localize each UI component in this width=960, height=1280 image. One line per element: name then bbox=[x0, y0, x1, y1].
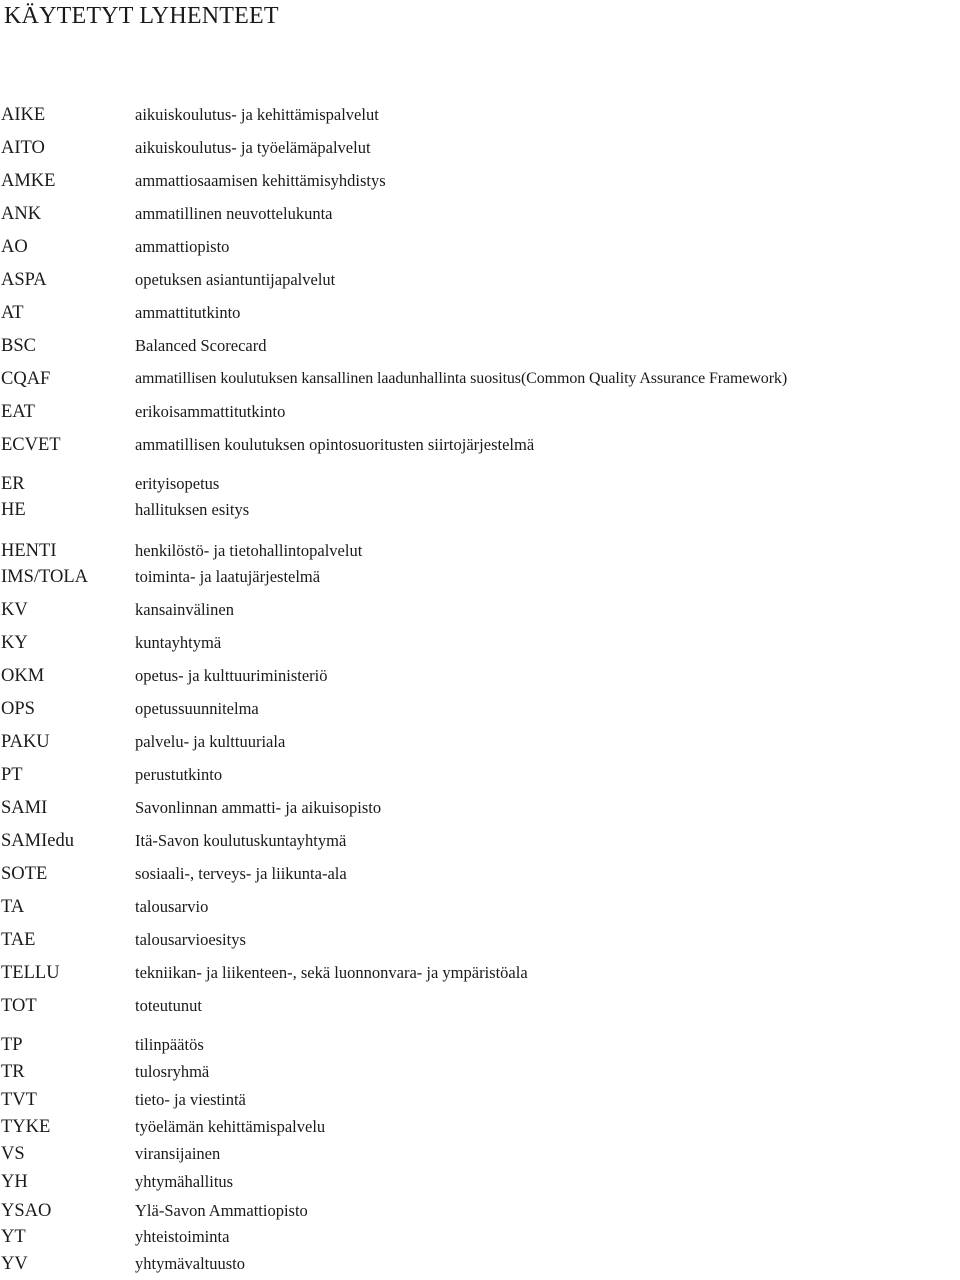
abbreviation-row bbox=[0, 400, 960, 424]
abbreviation: IMS/TOLA bbox=[1, 567, 89, 587]
abbreviation: HE bbox=[1, 500, 26, 520]
abbreviation: TA bbox=[1, 897, 25, 917]
abbreviation-row bbox=[0, 1252, 960, 1276]
abbreviation-row bbox=[0, 498, 960, 522]
abbreviation-row bbox=[0, 664, 960, 688]
abbreviation: VS bbox=[1, 1144, 25, 1164]
abbreviation: SAMI bbox=[1, 798, 48, 818]
abbreviation: YH bbox=[1, 1172, 28, 1192]
abbreviation: PAKU bbox=[1, 732, 50, 752]
abbreviation: HENTI bbox=[1, 541, 57, 561]
abbreviation: ANK bbox=[1, 204, 42, 224]
abbreviation-row bbox=[0, 1199, 960, 1223]
abbreviation: KV bbox=[1, 600, 28, 620]
abbreviation-definition: toiminta- ja laatujärjestelmä bbox=[135, 567, 321, 586]
abbreviation-row bbox=[0, 961, 960, 985]
abbreviation-definition: aikuiskoulutus- ja kehittämispalvelut bbox=[135, 105, 379, 124]
abbreviation-definition: tekniikan- ja liikenteen-, sekä luonnonvara- ja ympäristöala bbox=[135, 963, 528, 982]
abbreviation-row bbox=[0, 1142, 960, 1166]
abbreviation-row bbox=[0, 472, 960, 496]
abbreviation: OPS bbox=[1, 699, 35, 719]
abbreviation-definition: Balanced Scorecard bbox=[135, 336, 267, 355]
abbreviation: AT bbox=[1, 303, 24, 323]
abbreviation: AITO bbox=[1, 138, 45, 158]
abbreviation-row bbox=[0, 895, 960, 919]
abbreviation-row bbox=[0, 1170, 960, 1194]
abbreviation-definition: erityisopetus bbox=[135, 474, 220, 493]
abbreviation: PT bbox=[1, 765, 23, 785]
abbreviation-definition: hallituksen esitys bbox=[135, 500, 250, 519]
abbreviation-row bbox=[0, 539, 960, 563]
abbreviation-row bbox=[0, 763, 960, 787]
abbreviation-definition: sosiaali-, terveys- ja liikunta-ala bbox=[135, 864, 347, 883]
abbreviation-row bbox=[0, 1033, 960, 1057]
abbreviation: TOT bbox=[1, 996, 37, 1016]
abbreviation-row bbox=[0, 598, 960, 622]
abbreviation-definition: ammattiopisto bbox=[135, 237, 230, 256]
abbreviation: SOTE bbox=[1, 864, 48, 884]
abbreviation-definition: tulosryhmä bbox=[135, 1062, 210, 1081]
abbreviation-row bbox=[0, 268, 960, 292]
abbreviation: TYKE bbox=[1, 1117, 51, 1137]
abbreviation: ECVET bbox=[1, 435, 61, 455]
abbreviation-definition: Itä-Savon koulutuskuntayhtymä bbox=[135, 831, 347, 850]
abbreviation-row bbox=[0, 235, 960, 259]
abbreviation: YV bbox=[1, 1254, 28, 1274]
abbreviation-row bbox=[0, 103, 960, 127]
abbreviation-definition: tieto- ja viestintä bbox=[135, 1090, 246, 1109]
abbreviation-definition: erikoisammattitutkinto bbox=[135, 402, 286, 421]
abbreviation: ASPA bbox=[1, 270, 47, 290]
abbreviation-definition: yhteistoiminta bbox=[135, 1227, 230, 1246]
abbreviation-definition: viransijainen bbox=[135, 1144, 221, 1163]
abbreviation: CQAF bbox=[1, 369, 51, 389]
page-title: KÄYTETYT LYHENTEET bbox=[4, 3, 279, 29]
abbreviation-definition: ammatillisen koulutuksen kansallinen laadunhallinta suositus(Common Quality Assurance Framework) bbox=[135, 370, 788, 387]
abbreviation-row bbox=[0, 697, 960, 721]
abbreviation: YSAO bbox=[1, 1201, 52, 1221]
abbreviation-definition: talousarvio bbox=[135, 897, 209, 916]
abbreviation-definition: kansainvälinen bbox=[135, 600, 234, 619]
abbreviation-row bbox=[0, 1115, 960, 1139]
abbreviation: TELLU bbox=[1, 963, 60, 983]
abbreviation: OKM bbox=[1, 666, 45, 686]
abbreviation-row bbox=[0, 1088, 960, 1112]
abbreviation-row bbox=[0, 301, 960, 325]
abbreviation-row bbox=[0, 136, 960, 160]
abbreviation-row bbox=[0, 928, 960, 952]
abbreviation-row bbox=[0, 1060, 960, 1084]
abbreviation-definition: ammatillisen koulutuksen opintosuoritusten siirtojärjestelmä bbox=[135, 435, 535, 454]
abbreviation-definition: opetus- ja kulttuuriministeriö bbox=[135, 666, 328, 685]
abbreviation-row bbox=[0, 862, 960, 886]
abbreviation: TVT bbox=[1, 1090, 37, 1110]
abbreviation-definition: aikuiskoulutus- ja työelämäpalvelut bbox=[135, 138, 371, 157]
abbreviation-definition: ammatillinen neuvottelukunta bbox=[135, 204, 333, 223]
abbreviation-definition: talousarvioesitys bbox=[135, 930, 246, 949]
abbreviation-row bbox=[0, 829, 960, 853]
abbreviation-definition: yhtymähallitus bbox=[135, 1172, 234, 1191]
abbreviation-row bbox=[0, 631, 960, 655]
abbreviation-definition: Ylä-Savon Ammattiopisto bbox=[135, 1201, 308, 1220]
abbreviation-definition: työelämän kehittämispalvelu bbox=[135, 1117, 326, 1136]
abbreviation: KY bbox=[1, 633, 28, 653]
abbreviation: TAE bbox=[1, 930, 36, 950]
abbreviation-definition: opetussuunnitelma bbox=[135, 699, 259, 718]
abbreviation-definition: opetuksen asiantuntijapalvelut bbox=[135, 270, 336, 289]
abbreviation: AMKE bbox=[1, 171, 56, 191]
abbreviation-row bbox=[0, 433, 960, 457]
abbreviation-row bbox=[0, 169, 960, 193]
abbreviation-row bbox=[0, 730, 960, 754]
abbreviation-definition: toteutunut bbox=[135, 996, 202, 1015]
abbreviation-definition: palvelu- ja kulttuuriala bbox=[135, 732, 286, 751]
abbreviation-definition: ammattiosaamisen kehittämisyhdistys bbox=[135, 171, 386, 190]
abbreviation-row bbox=[0, 1225, 960, 1249]
abbreviation-row bbox=[0, 796, 960, 820]
abbreviation-row bbox=[0, 565, 960, 589]
abbreviation-definition: Savonlinnan ammatti- ja aikuisopisto bbox=[135, 798, 382, 817]
abbreviation-row bbox=[0, 334, 960, 358]
abbreviation: TP bbox=[1, 1035, 23, 1055]
abbreviation-definition: perustutkinto bbox=[135, 765, 223, 784]
abbreviation: EAT bbox=[1, 402, 35, 422]
abbreviation: ER bbox=[1, 474, 25, 494]
abbreviation-definition: henkilöstö- ja tietohallintopalvelut bbox=[135, 541, 363, 560]
abbreviation-definition: kuntayhtymä bbox=[135, 633, 222, 652]
abbreviation-definition: yhtymävaltuusto bbox=[135, 1254, 245, 1273]
abbreviation: TR bbox=[1, 1062, 25, 1082]
abbreviation: AO bbox=[1, 237, 28, 257]
abbreviation-row bbox=[0, 994, 960, 1018]
abbreviation-row bbox=[0, 202, 960, 226]
abbreviation: BSC bbox=[1, 336, 36, 356]
abbreviation: SAMIedu bbox=[1, 831, 74, 851]
abbreviation-definition: ammattitutkinto bbox=[135, 303, 241, 322]
abbreviation-row bbox=[0, 367, 960, 391]
abbreviation-definition: tilinpäätös bbox=[135, 1035, 204, 1054]
abbreviation: AIKE bbox=[1, 105, 46, 125]
abbreviation: YT bbox=[1, 1227, 26, 1247]
